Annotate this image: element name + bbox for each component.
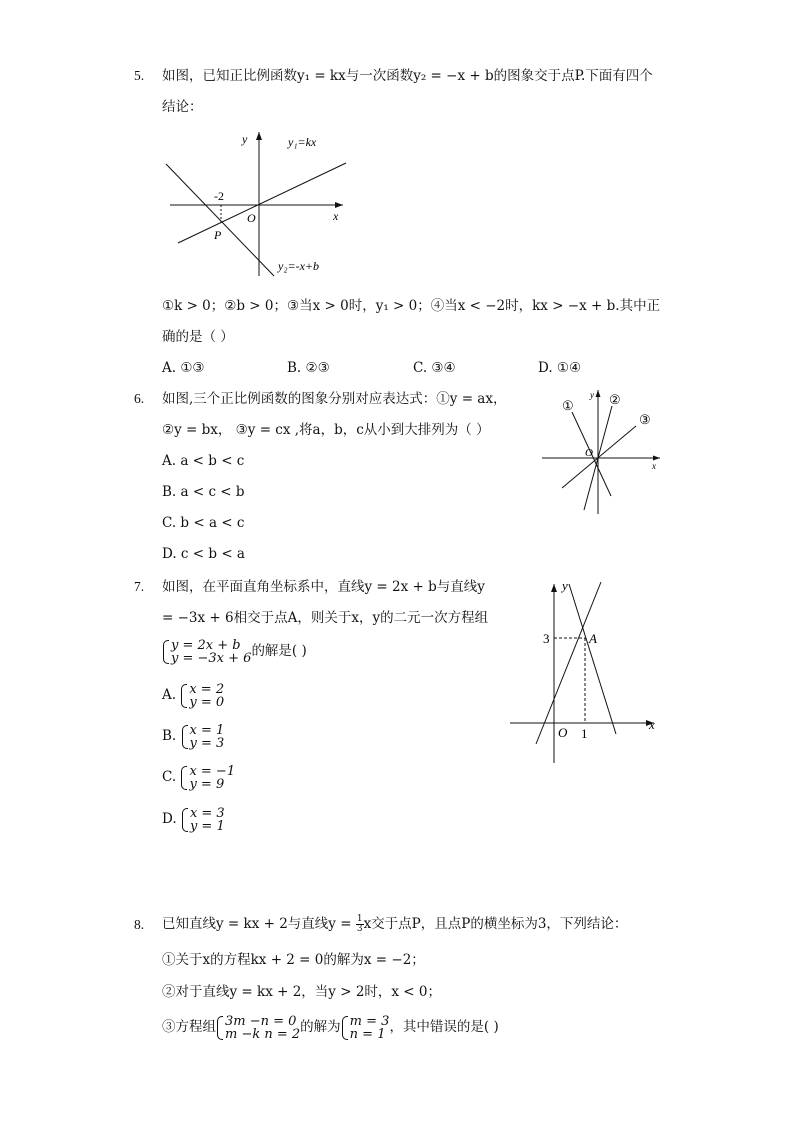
q7-option-d-y: y = 1 — [189, 818, 225, 834]
q7-option-a-label: A. — [162, 687, 177, 703]
q7-stem-line1: 如图，在平面直角坐标系中，直线y = 2x + b与直线y — [162, 579, 485, 595]
q5-y-arrow — [256, 132, 262, 140]
q6-origin-label: O — [585, 447, 593, 459]
q7-option-c-x: x = −1 — [189, 763, 236, 779]
q5-option-a[interactable]: A. ①③ — [162, 360, 205, 376]
q7-option-d-eq — [181, 807, 225, 833]
q7-option-c[interactable] — [162, 762, 235, 792]
q6-y-arrow — [596, 390, 601, 397]
q7-option-a-y: y = 0 — [189, 694, 225, 710]
q7-three-label: 3 — [543, 631, 550, 646]
q5-y-label: y — [242, 132, 248, 146]
q5-x-arrow — [335, 202, 343, 208]
q5-neg-two-label: -2 — [214, 189, 224, 203]
q7-system-eq2: y = −3x + 6 — [171, 650, 252, 666]
q7-option-b-label: B. — [162, 728, 177, 744]
q7-option-a-eq — [180, 683, 224, 709]
q8-conclusion-3 — [162, 1012, 499, 1042]
q7-system — [162, 639, 251, 665]
q6-y-label: y — [590, 390, 594, 400]
q6-number: 6. — [134, 391, 145, 406]
q5-line-y2-label: y₂=-x+b — [278, 259, 320, 273]
q7-option-b[interactable] — [162, 721, 224, 751]
q8-c3-pre: ③方程组 — [162, 1019, 216, 1035]
q6-x-arrow — [653, 456, 660, 461]
q5-option-c[interactable]: C. ③④ — [413, 360, 456, 376]
q5-option-d[interactable]: D. ①④ — [538, 360, 582, 376]
q8-stem — [162, 912, 627, 936]
q5-conclusions-line2: 确的是（ ） — [162, 329, 234, 345]
q7-one-label: 1 — [581, 726, 588, 741]
q7-option-b-x: x = 1 — [189, 722, 225, 738]
q7-point-a-label: A — [589, 631, 597, 646]
q7-option-d-label: D. — [162, 811, 177, 827]
q7-x-label: x — [649, 717, 655, 732]
q7-y-label: y — [562, 578, 568, 593]
q6-option-d[interactable]: D. c < b < a — [162, 546, 245, 562]
q5-point-p-label: P — [214, 228, 222, 242]
q8-number: 8. — [134, 917, 145, 932]
q5-line-y1-label: y₁=kx — [288, 135, 317, 149]
q8-c3-sol-m: m = 3 — [349, 1013, 390, 1029]
q7-system-suffix: 的解是( ) — [251, 643, 307, 659]
q5-figure — [158, 126, 358, 278]
q7-option-a-x: x = 2 — [189, 681, 225, 697]
q6-option-c[interactable]: C. b < a < c — [162, 515, 245, 531]
q5-number: 5. — [134, 68, 145, 83]
q6-line-1-label: ① — [562, 398, 574, 413]
q7-y-arrow — [551, 584, 557, 592]
q7-system-line — [162, 636, 307, 666]
q7-option-d-x: x = 3 — [189, 805, 225, 821]
q8-conclusion-2: ②对于直线y = kx + 2，当y > 2时，x < 0； — [162, 984, 442, 1000]
q6-stem-line1: 如图,三个正比例函数的图象分别对应表达式：①y = ax， — [162, 391, 507, 407]
q7-origin-label: O — [558, 725, 568, 740]
q8-stem-pre: 已知直线y = kx + 2与直线y = — [162, 916, 356, 932]
q8-fraction-den: 3 — [356, 924, 363, 934]
q5-origin-label: O — [247, 211, 256, 225]
q6-option-b[interactable]: B. a < c < b — [162, 484, 245, 500]
q8-conclusion-1: ①关于x的方程kx + 2 = 0的解为x = −2； — [162, 952, 425, 968]
q7-number: 7. — [134, 579, 145, 594]
q7-option-c-label: C. — [162, 769, 177, 785]
q8-c3-post: ，其中错误的是( ) — [389, 1019, 499, 1035]
q8-fraction-num: 1 — [356, 914, 363, 924]
q6-option-a[interactable]: A. a < b < c — [162, 453, 245, 469]
q7-stem-line2: = −3x + 6相交于点A，则关于x，y的二元一次方程组 — [162, 610, 489, 626]
q6-stem-line2: ②y = bx， ③y = cx ,将a，b，c从小到大排列为（ ） — [162, 422, 490, 438]
q7-option-c-eq — [180, 765, 235, 791]
q7-option-b-y: y = 3 — [189, 735, 225, 751]
q7-figure — [506, 576, 662, 766]
q8-stem-post: x交于点P，且点P的横坐标为3，下列结论： — [363, 916, 628, 932]
q7-option-a[interactable] — [162, 680, 224, 710]
q7-system-eq1: y = 2x + b — [171, 637, 241, 653]
q8-c3-system — [216, 1015, 300, 1041]
q5-stem-line1: 如图，已知正比例函数y₁ = kx与一次函数y₂ = −x + b的图象交于点P.下面有四个 — [162, 68, 653, 84]
q6-figure — [540, 384, 666, 516]
q7-option-d[interactable] — [162, 804, 225, 834]
q5-stem-line2: 结论： — [162, 99, 203, 115]
q6-x-label: x — [652, 461, 656, 471]
q6-line-3-label: ③ — [639, 412, 651, 427]
q7-line-neg3x-6 — [569, 584, 616, 734]
q6-line-2-label: ② — [609, 392, 621, 407]
q7-line-2x-b — [536, 582, 601, 744]
q5-line-y2 — [166, 164, 274, 276]
q8-c3-sys-eq1: 3m −n = 0 — [225, 1013, 297, 1029]
q8-fraction — [356, 915, 364, 934]
q8-c3-mid: 的解为 — [300, 1019, 341, 1035]
q8-c3-solution — [341, 1015, 390, 1041]
q8-c3-sys-eq2: m −k n = 2 — [225, 1026, 301, 1042]
q5-x-label: x — [333, 209, 339, 223]
q6-line-3 — [562, 426, 636, 488]
q7-option-b-eq — [181, 724, 225, 750]
q8-c3-sol-n: n = 1 — [349, 1026, 386, 1042]
q7-option-c-y: y = 9 — [189, 776, 225, 792]
q5-conclusions: ①k > 0；②b > 0；③当x > 0时，y₁ > 0；④当x < −2时，kx > −x + b.其中正 — [162, 298, 661, 314]
q5-option-b[interactable]: B. ②③ — [287, 360, 330, 376]
